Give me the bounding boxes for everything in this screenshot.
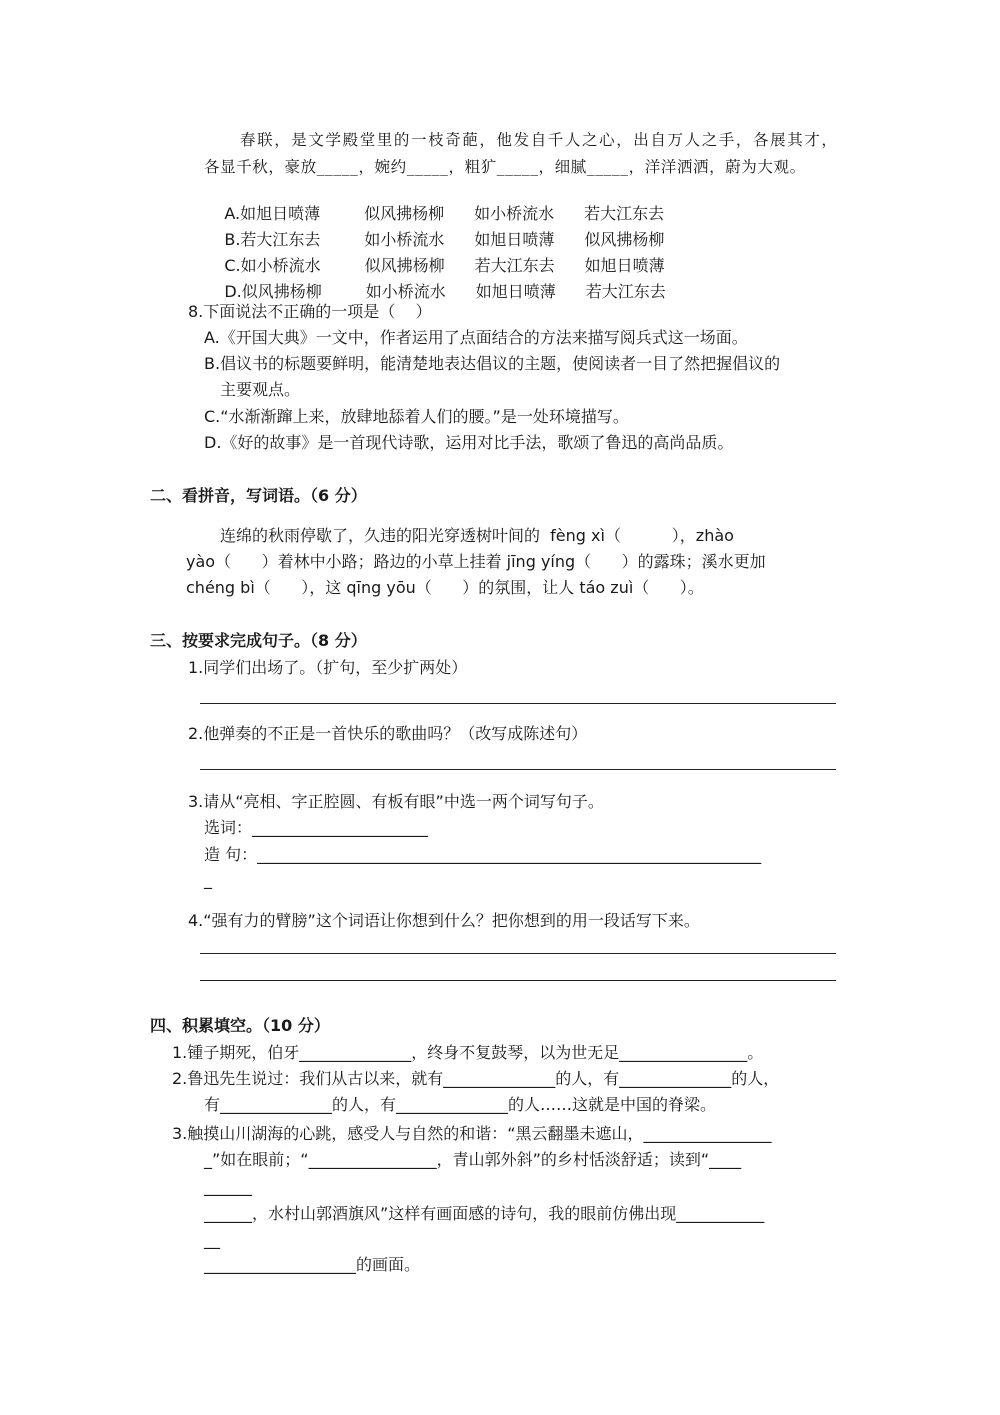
option-label: C. [224,256,241,275]
option-item: 如旭日喷薄 [474,230,555,249]
answer-line[interactable] [200,703,836,704]
pinyin-line-3[interactable]: chéng bì（ ），这 qīng yōu（ ）的氛围，让人 táo zuì（ ）。 [186,578,704,597]
q7-passage-line-1: 春联，是文学殿堂里的一枝奇葩，他发自千人之心，出自万人之手，各展其才， [240,131,839,149]
option-item: 如小桥流水 [240,256,321,275]
sec4-q3-line-2[interactable]: _”如在眼前；“________________，青山郭外斜”的乡村恬淡舒适；读到“____ [204,1150,742,1169]
option-label: B. [224,230,241,249]
option-item: 如小桥流水 [365,282,446,301]
option-label: D. [224,282,242,301]
sec4-q2-line-1[interactable]: 2.鲁迅先生说过：我们从古以来，就有______________的人，有______________的人， [172,1069,780,1088]
pinyin-line-1[interactable]: 连绵的秋雨停歇了，久违的阳光穿透树叶间的 fèng xì（ ），zhào [220,526,734,545]
q8-option-b-cont: 主要观点。 [220,380,301,399]
option-item: 若大江东去 [474,256,555,275]
option-item: 似风拂杨柳 [584,230,665,249]
q8-option-a[interactable]: A.《开国大典》一文中，作者运用了点面结合的方法来描写阅兵式这一场面。 [204,328,748,347]
section-3-title: 三、按要求完成句子。（8 分） [150,631,367,650]
option-item: 如小桥流水 [474,204,555,223]
option-item: 若大江东去 [240,230,321,249]
section-4-title: 四、积累填空。（10 分） [150,1016,330,1035]
sec4-q1[interactable]: 1.锺子期死，伯牙______________，终身不复鼓琴，以为世无足________________。 [172,1043,764,1062]
option-item: 似风拂杨柳 [364,204,445,223]
sec3-q2: 2.他弹奏的不正是一首快乐的歌曲吗？（改写成陈述句） [188,724,588,743]
sec4-q2-line-2[interactable]: 有______________的人，有______________的人……这就是中国的脊梁。 [204,1095,717,1114]
pinyin-line-2[interactable]: yào（ ）着林中小路；路边的小草上挂着 jīng yíng（ ）的露珠；溪水更加 [186,552,766,571]
sec3-q3: 3.请从“亮相、字正腔圆、有板有眼”中选一两个词写句子。 [188,792,604,811]
sec4-q3-line-3[interactable]: ______ [204,1177,252,1196]
option-item: 如旭日喷薄 [475,282,556,301]
make-sentence-overflow: _ [204,870,212,889]
q7-passage-line-2: 各显千秋，豪放_____，婉约_____，粗犷_____，细腻_____，洋洋洒洒，蔚为大观。 [204,158,806,176]
answer-line[interactable] [200,980,836,981]
section-2-title: 二、看拼音，写词语。（6 分） [150,486,367,505]
sec4-q3-line-4[interactable]: ______，水村山郭酒旗风”这样有画面感的诗句，我的眼前仿佛出现___________ [204,1204,765,1223]
q8-stem: 8.下面说法不正确的一项是（ ） [188,302,432,321]
make-sentence-field[interactable]: 造 句：_______________________________________________________________ [204,845,762,864]
option-item: 似风拂杨柳 [241,282,322,301]
answer-line[interactable] [200,953,836,954]
option-item: 如旭日喷薄 [584,256,665,275]
answer-line[interactable] [200,769,836,770]
sec4-q3-line-1[interactable]: 3.触摸山川湖海的心跳，感受人与自然的和谐：“黑云翻墨未遮山，________________ [172,1124,772,1143]
sec4-q3-line-6[interactable]: ___________________的画面。 [204,1255,421,1274]
sec3-q1: 1.同学们出场了。（扩句，至少扩两处） [188,658,468,677]
option-label: A. [224,204,241,223]
option-item: 如旭日喷薄 [240,204,321,223]
q8-option-c[interactable]: C.“水渐渐蹿上来，放肆地舔着人们的腰。”是一处环境描写。 [204,407,629,426]
pick-word-field[interactable]: 选词：______________________ [204,818,429,837]
option-item: 若大江东去 [585,282,666,301]
option-item: 如小桥流水 [364,230,445,249]
sec3-q4: 4.“强有力的臂膀”这个词语让你想到什么？把你想到的用一段话写下来。 [188,911,700,930]
q8-option-d[interactable]: D.《好的故事》是一首现代诗歌，运用对比手法，歌颂了鲁迅的高尚品质。 [204,433,734,452]
option-item: 若大江东去 [584,204,665,223]
sec4-q3-line-5[interactable]: __ [204,1230,220,1249]
q8-option-b[interactable]: B.倡议书的标题要鲜明，能清楚地表达倡议的主题，使阅读者一目了然把握倡议的 [204,354,781,373]
option-item: 似风拂杨柳 [364,256,445,275]
